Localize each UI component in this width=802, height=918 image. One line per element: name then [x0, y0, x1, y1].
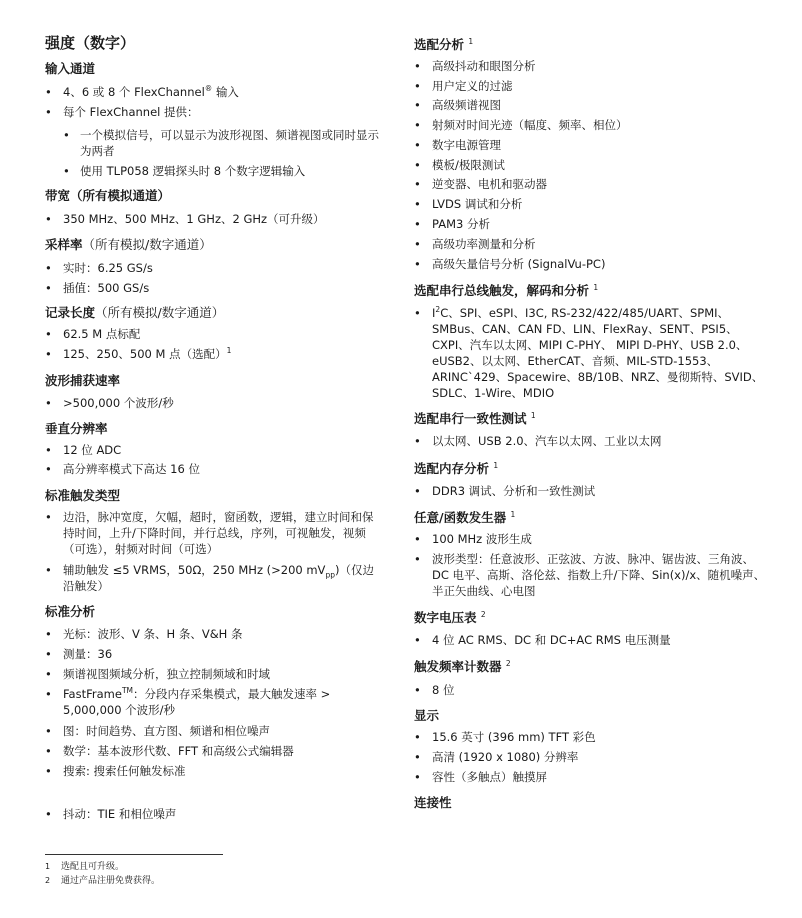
- list-item: • LVDS 调试和分析: [432, 196, 522, 212]
- list-item: • 125、250、500 M 点（选配）$^1$: [63, 346, 231, 362]
- list-item: • 12 位 ADC: [63, 442, 121, 458]
- record-length-heading: 记录长度（所有模拟/数字通道）: [45, 305, 225, 320]
- analysis-heading: 标准分析: [45, 604, 96, 619]
- list-item: • 容性（多触点）触摸屏: [432, 769, 547, 785]
- list-item: • 4、6 或 8 个 FlexChannel® 输入: [63, 84, 239, 100]
- list-item: • 射频对时间光迹（幅度、频率、相位）: [432, 117, 628, 133]
- list-item: • 高级抖动和眼图分析: [432, 58, 536, 74]
- footnote-divider: [45, 854, 223, 855]
- list-item: • 每个 FlexChannel 提供：: [63, 104, 199, 120]
- list-item: • 高分辨率模式下高达 16 位: [63, 461, 200, 477]
- list-item: • >500,000 个波形/秒: [63, 395, 174, 411]
- counter-heading: 触发频率计数器 $^2$: [414, 658, 511, 674]
- serial-compliance-heading: 选配串行一致性测试 $^1$: [414, 410, 536, 426]
- list-item: • 逆变器、电机和驱动器: [432, 176, 547, 192]
- section-title: 强度（数字）: [45, 34, 136, 52]
- dvm-heading: 数字电压表 $^2$: [414, 609, 486, 625]
- list-item: • 波形类型：任意波形、正弦波、方波、脉冲、锯齿波、三角波、DC 电平、高斯、洛伦兹、指数上升/下降、Sin(x)/x、随机噪声、半正矢曲线、心电图: [432, 551, 767, 599]
- list-item: • 测量：36: [63, 646, 112, 662]
- display-heading: 显示: [414, 708, 440, 723]
- list-item: • 15.6 英寸 (396 mm) TFT 彩色: [432, 729, 596, 745]
- list-item: • 100 MHz 波形生成: [432, 531, 532, 547]
- afg-heading: 任意/函数发生器 $^1$: [414, 509, 516, 525]
- list-item: • 高级矢量信号分析 (SignalVu-PC): [432, 256, 605, 272]
- list-item: • DDR3 调试、分析和一致性测试: [432, 483, 595, 499]
- list-item: • 以太网、USB 2.0、汽车以太网、工业以太网: [432, 433, 662, 449]
- list-item: • 频谱视图频域分析，独立控制频域和时域: [63, 666, 270, 682]
- list-item: • 插值：500 GS/s: [63, 280, 149, 296]
- input-channels-heading: 输入通道: [45, 61, 96, 76]
- sub-list-item: • 一个模拟信号，可以显示为波形视图、频谱视图或同时显示为两者: [80, 127, 390, 159]
- footnote: 1 选配且可升级。: [45, 862, 125, 872]
- list-item: • 搜索: 搜索任何触发标准: [63, 763, 186, 779]
- list-item: • 边沿，脉冲宽度，欠幅，超时，窗函数，逻辑，建立时间和保持时间，上升/下降时间，并行总线，序列，可视触发，视频（可选），射频对时间（可选）: [63, 509, 383, 557]
- list-item: • FastFrame™：分段内存采集模式，最大触发速率 > 5,000,000 个波形/秒: [63, 686, 378, 718]
- list-item: • 抖动：TIE 和相位噪声: [63, 806, 176, 822]
- list-item: • 350 MHz、500 MHz、1 GHz、2 GHz（可升级）: [63, 211, 325, 227]
- list-item: • 8 位: [432, 682, 454, 698]
- capture-rate-heading: 波形捕获速率: [45, 373, 121, 388]
- trigger-types-heading: 标准触发类型: [45, 488, 121, 503]
- serial-bus-heading: 选配串行总线触发，解码和分析 $^1$: [414, 282, 599, 298]
- list-item: • 模板/极限测试: [432, 157, 505, 173]
- sub-list-item: • 使用 TLP058 逻辑探头时 8 个数字逻辑输入: [80, 163, 305, 179]
- list-item: • PAM3 分析: [432, 216, 490, 232]
- list-item: • 辅助触发 ≤5 VRMS，50Ω，250 MHz (>200 $mV_{pp}$)（仅边沿触发）: [63, 562, 383, 594]
- list-item: • 图：时间趋势、直方图、频谱和相位噪声: [63, 723, 270, 739]
- list-item: • 数字电源管理: [432, 137, 501, 153]
- list-item: • 用户定义的过滤: [432, 78, 513, 94]
- sample-rate-heading: 采样率（所有模拟/数字通道）: [45, 237, 212, 252]
- list-item: • 62.5 M 点标配: [63, 326, 140, 342]
- footnote: 2 通过产品注册免费获得。: [45, 876, 161, 886]
- list-item: • $I^2C$、SPI、eSPI、I3C, RS-232/422/485/UART、SPMI、SMBus、CAN、CAN FD、LIN、FlexRay、SENT、PSI5、CXPI、汽车以太网、MIPI C-PHY、 MIPI D-PHY、USB 2.0、eUSB2、以太网、EtherCAT、音频、MIL-STD-1553、ARINC`429、Spacewire、8B/10B、NRZ、曼彻斯特、SVID、SDLC、1-Wire、MDIO: [432, 305, 767, 401]
- list-item: • 4 位 AC RMS、DC 和 DC+AC RMS 电压测量: [432, 632, 671, 648]
- list-item: • 高级功率测量和分析: [432, 236, 536, 252]
- list-item: • 实时：6.25 GS/s: [63, 260, 153, 276]
- list-item: • 高清 (1920 x 1080) 分辨率: [432, 749, 578, 765]
- options-analysis-heading: 选配分析 $^1$: [414, 36, 474, 52]
- list-item: • 数学：基本波形代数、FFT 和高级公式编辑器: [63, 743, 294, 759]
- list-item: • 光标：波形、V 条、H 条、V&H 条: [63, 626, 242, 642]
- connectivity-heading: 连接性: [414, 795, 452, 810]
- list-item: • 高级频谱视图: [432, 97, 501, 113]
- bandwidth-heading: 带宽（所有模拟通道）: [45, 188, 171, 203]
- memory-analysis-heading: 选配内存分析 $^1$: [414, 460, 499, 476]
- vertical-resolution-heading: 垂直分辨率: [45, 421, 108, 436]
